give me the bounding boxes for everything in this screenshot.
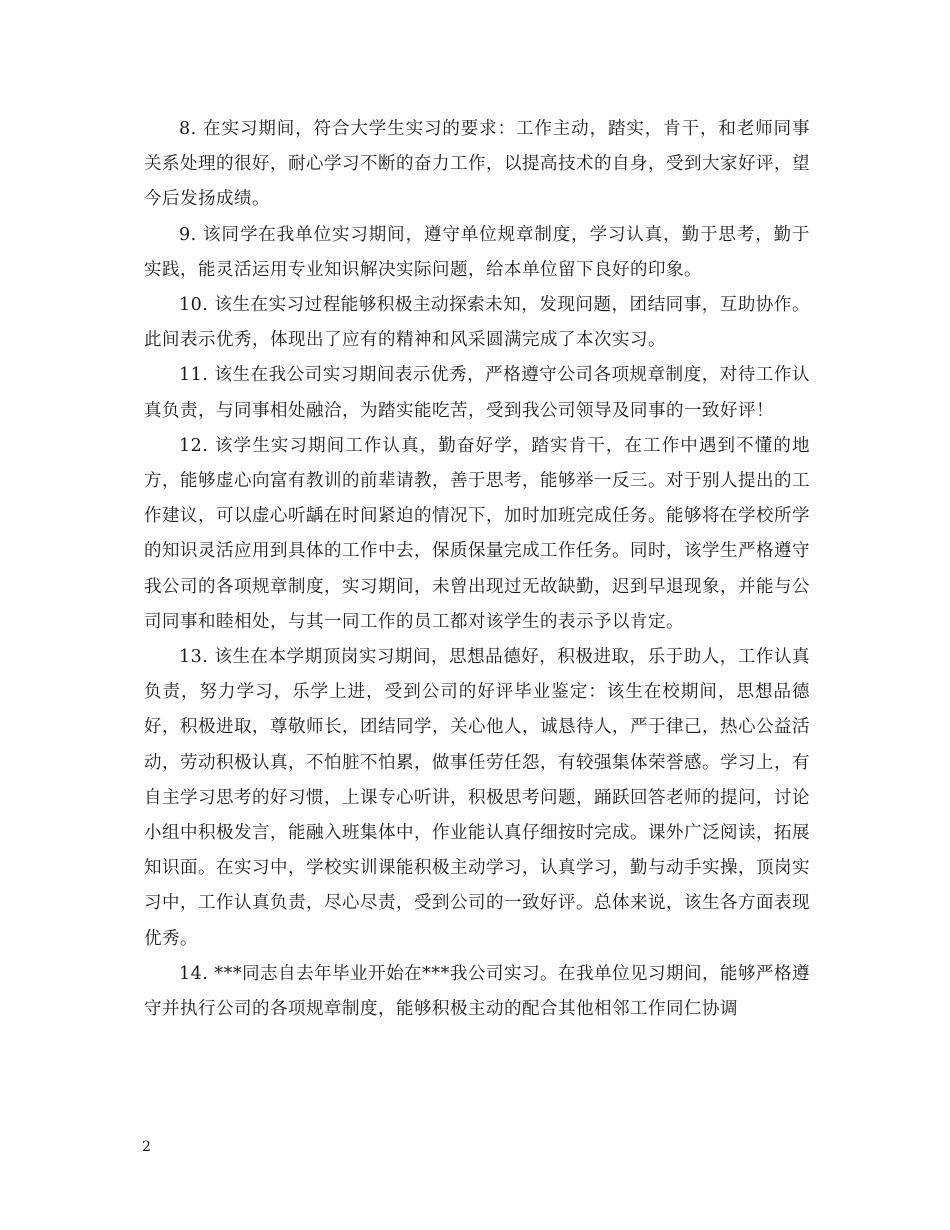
paragraph-14: 14. ***同志自去年毕业开始在***我公司实习。在我单位见习期间，能够严格遵守并执行公司的各项规章制度，能够积极主动的配合其他相邻工作同仁协调 <box>144 963 810 1020</box>
paragraph-10: 10. 该生在实习过程能够积极主动探索未知，发现问题，团结同事，互助协作。此间表示优秀，体现出了应有的精神和风采圆满完成了本次实习。 <box>144 295 810 351</box>
paragraph-8: 8. 在实习期间，符合大学生实习的要求：工作主动，踏实，肯干，和老师同事关系处理的很好，耐心学习不断的奋力工作，以提高技术的自身，受到大家好评，望今后发扬成绩。 <box>144 119 810 210</box>
page-number: 2 <box>142 1139 151 1155</box>
document-body <box>144 112 810 1027</box>
paragraph-13: 13. 该生在本学期顶岗实习期间，思想品德好，积极进取，乐于助人，工作认真负责，努力学习，乐学上进，受到公司的好评毕业鉴定：该生在校期间，思想品德好，积极进取，尊敬师长，团结同学，关心他人，诚恳待人，严于律己，热心公益活动，劳动积极认真，不怕脏不怕累，做事任劳任怨，有较强集体荣誉感。学习上，有自主学习思考的好习惯，上课专心听讲，积极思考问题，踊跃回答老师的提问，讨论小组中积极发言，能融入班集体中，作业能认真仔细按时完成。课外广泛阅读，拓展知识面。在实习中，学校实训课能积极主动学习，认真学习，勤与动手实操，顶岗实习中，工作认真负责，尽心尽责，受到公司的一致好评。总体来说，该生各方面表现优秀。 <box>144 647 810 949</box>
paragraph-12: 12. 该学生实习期间工作认真，勤奋好学，踏实肯干，在工作中遇到不懂的地方，能够虚心向富有教训的前辈请教，善于思考，能够举一反三。对于别人提出的工作建议，可以虚心听龋在时间紧迫的情况下，加时加班完成任务。能够将在学校所学的知识灵活应用到具体的工作中去，保质保量完成工作任务。同时，该学生严格遵守我公司的各项规章制度，实习期间，未曾出现过无故缺勤，迟到早退现象，并能与公司同事和睦相处，与其一同工作的员工都对该学生的表示予以肯定。 <box>144 435 810 632</box>
paragraph-9: 9. 该同学在我单位实习期间，遵守单位规章制度，学习认真，勤于思考，勤于实践，能灵活运用专业知识解决实际问题，给本单位留下良好的印象。 <box>144 224 810 280</box>
paragraph-11: 11. 该生在我公司实习期间表示优秀，严格遵守公司各项规章制度，对待工作认真负责，与同事相处融洽，为踏实能吃苦，受到我公司领导及同事的一致好评！ <box>144 365 810 421</box>
